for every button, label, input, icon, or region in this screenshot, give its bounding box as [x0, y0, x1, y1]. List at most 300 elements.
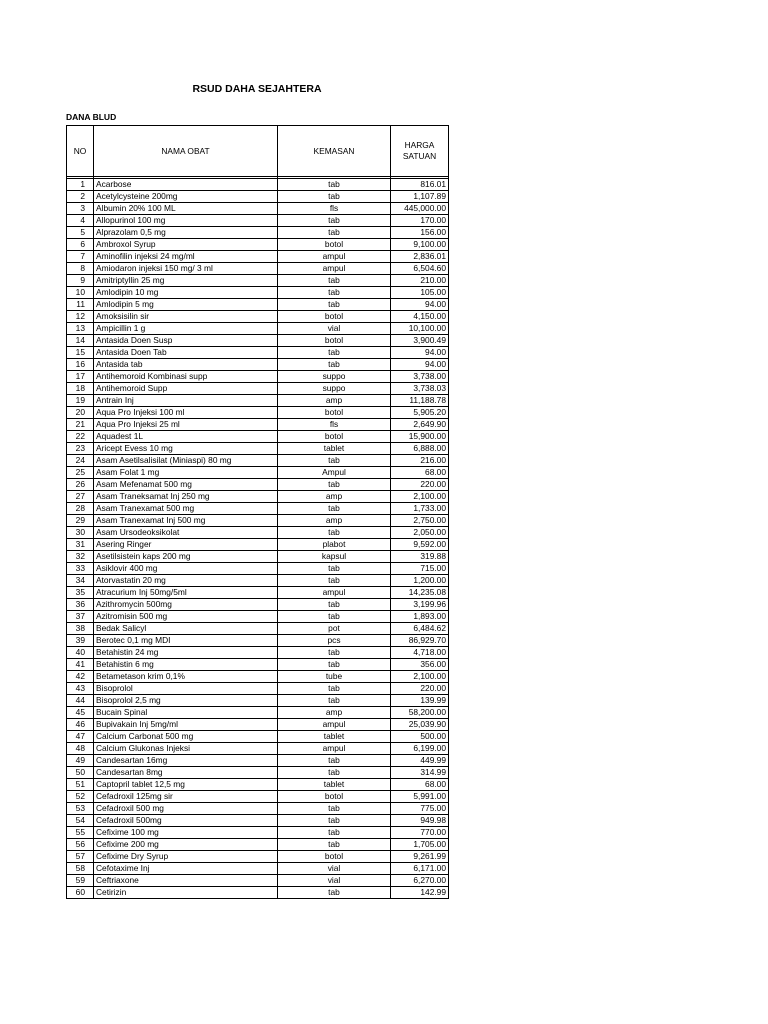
row-price: 3,199.96 — [391, 599, 449, 611]
row-price: 1,733.00 — [391, 503, 449, 515]
row-price: 314.99 — [391, 767, 449, 779]
row-name: Aminofilin injeksi 24 mg/ml — [94, 251, 278, 263]
row-no: 28 — [67, 503, 94, 515]
row-name: Asam Tranexamat 500 mg — [94, 503, 278, 515]
row-unit: vial — [278, 863, 391, 875]
row-unit: tab — [278, 839, 391, 851]
row-no: 7 — [67, 251, 94, 263]
row-unit: tab — [278, 695, 391, 707]
row-no: 3 — [67, 203, 94, 215]
row-no: 36 — [67, 599, 94, 611]
table-row — [67, 407, 449, 419]
table-row — [67, 179, 449, 191]
row-price: 2,100.00 — [391, 491, 449, 503]
table-row — [67, 887, 449, 899]
table-row — [67, 863, 449, 875]
row-unit: tab — [278, 803, 391, 815]
row-no: 51 — [67, 779, 94, 791]
row-name: Antasida Doen Tab — [94, 347, 278, 359]
row-price: 449.99 — [391, 755, 449, 767]
row-no: 10 — [67, 287, 94, 299]
table-row — [67, 599, 449, 611]
row-name: Ampicillin 1 g — [94, 323, 278, 335]
row-unit: tab — [278, 683, 391, 695]
row-name: Betametason krim 0,1% — [94, 671, 278, 683]
row-price: 949.98 — [391, 815, 449, 827]
header-name: NAMA OBAT — [94, 126, 278, 177]
table-row — [67, 851, 449, 863]
table-row — [67, 383, 449, 395]
row-no: 54 — [67, 815, 94, 827]
row-price: 816.01 — [391, 179, 449, 191]
row-unit: tab — [278, 659, 391, 671]
table-row — [67, 755, 449, 767]
table-row — [67, 611, 449, 623]
table-row — [67, 551, 449, 563]
row-no: 27 — [67, 491, 94, 503]
row-unit: suppo — [278, 383, 391, 395]
row-price: 94.00 — [391, 299, 449, 311]
row-name: Aqua Pro Injeksi 25 ml — [94, 419, 278, 431]
row-no: 46 — [67, 719, 94, 731]
row-price: 2,050.00 — [391, 527, 449, 539]
row-price: 6,199.00 — [391, 743, 449, 755]
row-price: 3,738.00 — [391, 371, 449, 383]
row-unit: tab — [278, 227, 391, 239]
row-unit: tab — [278, 563, 391, 575]
header-price-line1: HARGA — [404, 140, 435, 150]
row-no: 56 — [67, 839, 94, 851]
row-unit: Ampul — [278, 467, 391, 479]
row-name: Cefadroxil 500mg — [94, 815, 278, 827]
row-no: 11 — [67, 299, 94, 311]
row-name: Calcium Glukonas Injeksi — [94, 743, 278, 755]
row-price: 1,200.00 — [391, 575, 449, 587]
row-name: Asam Mefenamat 500 mg — [94, 479, 278, 491]
table-row — [67, 683, 449, 695]
row-no: 41 — [67, 659, 94, 671]
row-unit: botol — [278, 791, 391, 803]
row-unit: tab — [278, 191, 391, 203]
row-name: Antrain Inj — [94, 395, 278, 407]
row-name: Acarbose — [94, 179, 278, 191]
row-unit: tablet — [278, 443, 391, 455]
row-price: 5,991.00 — [391, 791, 449, 803]
row-price: 775.00 — [391, 803, 449, 815]
table-row — [67, 359, 449, 371]
row-unit: ampul — [278, 743, 391, 755]
table-row — [67, 503, 449, 515]
row-price: 9,261.99 — [391, 851, 449, 863]
row-unit: tab — [278, 827, 391, 839]
row-unit: amp — [278, 707, 391, 719]
table-row — [67, 455, 449, 467]
row-unit: botol — [278, 335, 391, 347]
row-price: 319.88 — [391, 551, 449, 563]
row-no: 15 — [67, 347, 94, 359]
row-name: Betahistin 6 mg — [94, 659, 278, 671]
table-row — [67, 215, 449, 227]
row-name: Alprazolam 0,5 mg — [94, 227, 278, 239]
row-no: 34 — [67, 575, 94, 587]
row-name: Antihemoroid Supp — [94, 383, 278, 395]
row-price: 68.00 — [391, 467, 449, 479]
row-name: Bupivakain Inj 5mg/ml — [94, 719, 278, 731]
row-name: Asam Traneksamat Inj 250 mg — [94, 491, 278, 503]
row-name: Asering Ringer — [94, 539, 278, 551]
medicine-table — [66, 125, 449, 899]
row-no: 32 — [67, 551, 94, 563]
row-name: Azithromycin 500mg — [94, 599, 278, 611]
row-unit: kapsul — [278, 551, 391, 563]
row-price: 770.00 — [391, 827, 449, 839]
row-unit: fls — [278, 419, 391, 431]
row-name: Allopurinol 100 mg — [94, 215, 278, 227]
row-no: 42 — [67, 671, 94, 683]
row-name: Aricept Evess 10 mg — [94, 443, 278, 455]
row-name: Captopril tablet 12,5 mg — [94, 779, 278, 791]
row-name: Amitriptyllin 25 mg — [94, 275, 278, 287]
row-unit: vial — [278, 875, 391, 887]
table-row — [67, 671, 449, 683]
table-row — [67, 239, 449, 251]
row-price: 220.00 — [391, 683, 449, 695]
row-name: Aquadest 1L — [94, 431, 278, 443]
row-price: 5,905.20 — [391, 407, 449, 419]
row-unit: botol — [278, 239, 391, 251]
row-unit: pcs — [278, 635, 391, 647]
row-price: 4,150.00 — [391, 311, 449, 323]
row-no: 14 — [67, 335, 94, 347]
row-price: 86,929.70 — [391, 635, 449, 647]
table-row — [67, 395, 449, 407]
table-row — [67, 719, 449, 731]
row-price: 6,504.60 — [391, 263, 449, 275]
row-unit: tab — [278, 527, 391, 539]
row-price: 9,100.00 — [391, 239, 449, 251]
row-no: 22 — [67, 431, 94, 443]
row-price: 105.00 — [391, 287, 449, 299]
row-no: 20 — [67, 407, 94, 419]
hospital-name: RSUD DAHA SEJAHTERA — [192, 83, 322, 95]
row-unit: tab — [278, 455, 391, 467]
row-no: 44 — [67, 695, 94, 707]
row-name: Candesartan 16mg — [94, 755, 278, 767]
table-row — [67, 227, 449, 239]
table-row — [67, 299, 449, 311]
row-name: Cefotaxime Inj — [94, 863, 278, 875]
table-row — [67, 191, 449, 203]
row-unit: vial — [278, 323, 391, 335]
row-name: Bucain Spinal — [94, 707, 278, 719]
row-name: Cetirizin — [94, 887, 278, 899]
row-price: 94.00 — [391, 347, 449, 359]
header-price-line2: SATUAN — [402, 151, 437, 161]
row-no: 12 — [67, 311, 94, 323]
row-price: 2,836.01 — [391, 251, 449, 263]
table-row — [67, 779, 449, 791]
row-no: 16 — [67, 359, 94, 371]
row-no: 47 — [67, 731, 94, 743]
header-price — [391, 126, 449, 177]
table-header — [67, 126, 449, 177]
row-price: 94.00 — [391, 359, 449, 371]
row-name: Betahistin 24 mg — [94, 647, 278, 659]
row-unit: tube — [278, 671, 391, 683]
row-price: 3,900.49 — [391, 335, 449, 347]
row-no: 33 — [67, 563, 94, 575]
table-body — [67, 177, 449, 899]
row-no: 59 — [67, 875, 94, 887]
row-unit: tab — [278, 647, 391, 659]
row-no: 37 — [67, 611, 94, 623]
table-row — [67, 467, 449, 479]
table-row — [67, 263, 449, 275]
row-price: 6,484.62 — [391, 623, 449, 635]
table-row — [67, 431, 449, 443]
row-no: 5 — [67, 227, 94, 239]
row-price: 58,200.00 — [391, 707, 449, 719]
row-price: 2,649.90 — [391, 419, 449, 431]
row-no: 6 — [67, 239, 94, 251]
table-row — [67, 335, 449, 347]
row-name: Ambroxol Syrup — [94, 239, 278, 251]
row-no: 4 — [67, 215, 94, 227]
row-price: 2,750.00 — [391, 515, 449, 527]
row-unit: plabot — [278, 539, 391, 551]
row-price: 715.00 — [391, 563, 449, 575]
table-row — [67, 815, 449, 827]
row-unit: ampul — [278, 251, 391, 263]
row-unit: tab — [278, 611, 391, 623]
table-row — [67, 563, 449, 575]
row-unit: botol — [278, 407, 391, 419]
row-unit: tab — [278, 503, 391, 515]
row-name: Berotec 0,1 mg MDI — [94, 635, 278, 647]
row-unit: tab — [278, 575, 391, 587]
fund-label: DANA BLUD — [66, 112, 117, 122]
row-unit: ampul — [278, 719, 391, 731]
row-no: 52 — [67, 791, 94, 803]
row-no: 57 — [67, 851, 94, 863]
row-price: 25,039.90 — [391, 719, 449, 731]
row-unit: tab — [278, 359, 391, 371]
table-row — [67, 527, 449, 539]
row-name: Antihemoroid Kombinasi supp — [94, 371, 278, 383]
row-price: 356.00 — [391, 659, 449, 671]
row-no: 53 — [67, 803, 94, 815]
row-name: Acetylcysteine 200mg — [94, 191, 278, 203]
table-row — [67, 575, 449, 587]
row-no: 23 — [67, 443, 94, 455]
row-price: 170.00 — [391, 215, 449, 227]
row-unit: tab — [278, 887, 391, 899]
row-unit: tab — [278, 299, 391, 311]
row-name: Candesartan 8mg — [94, 767, 278, 779]
row-name: Azitromisin 500 mg — [94, 611, 278, 623]
row-unit: tab — [278, 179, 391, 191]
row-unit: tab — [278, 767, 391, 779]
row-unit: tablet — [278, 731, 391, 743]
row-price: 6,171.00 — [391, 863, 449, 875]
row-name: Bedak Salicyl — [94, 623, 278, 635]
row-no: 17 — [67, 371, 94, 383]
row-price: 142.99 — [391, 887, 449, 899]
row-name: Ceftriaxone — [94, 875, 278, 887]
table-row — [67, 491, 449, 503]
row-name: Aqua Pro Injeksi 100 ml — [94, 407, 278, 419]
table-row — [67, 647, 449, 659]
row-no: 45 — [67, 707, 94, 719]
table-row — [67, 419, 449, 431]
row-unit: ampul — [278, 587, 391, 599]
table-row — [67, 827, 449, 839]
row-no: 58 — [67, 863, 94, 875]
row-name: Bisoprolol 2,5 mg — [94, 695, 278, 707]
row-price: 4,718.00 — [391, 647, 449, 659]
row-price: 210.00 — [391, 275, 449, 287]
row-name: Atorvastatin 20 mg — [94, 575, 278, 587]
row-no: 9 — [67, 275, 94, 287]
row-no: 50 — [67, 767, 94, 779]
table-row — [67, 587, 449, 599]
table-row — [67, 443, 449, 455]
row-name: Bisoprolol — [94, 683, 278, 695]
table-row — [67, 767, 449, 779]
row-no: 48 — [67, 743, 94, 755]
row-price: 3,738.03 — [391, 383, 449, 395]
row-unit: suppo — [278, 371, 391, 383]
row-no: 26 — [67, 479, 94, 491]
row-price: 68.00 — [391, 779, 449, 791]
row-no: 60 — [67, 887, 94, 899]
row-name: Asam Ursodeoksikolat — [94, 527, 278, 539]
header-no: NO — [67, 126, 94, 177]
row-name: Albumin 20% 100 ML — [94, 203, 278, 215]
row-no: 24 — [67, 455, 94, 467]
row-price: 1,705.00 — [391, 839, 449, 851]
table-row — [67, 875, 449, 887]
row-price: 15,900.00 — [391, 431, 449, 443]
row-name: Cefixime 100 mg — [94, 827, 278, 839]
row-name: Cefadroxil 125mg sir — [94, 791, 278, 803]
table-row — [67, 731, 449, 743]
row-unit: tab — [278, 215, 391, 227]
row-no: 8 — [67, 263, 94, 275]
row-unit: amp — [278, 395, 391, 407]
row-name: Antasida tab — [94, 359, 278, 371]
row-unit: tab — [278, 275, 391, 287]
table-row — [67, 707, 449, 719]
row-no: 43 — [67, 683, 94, 695]
table-row — [67, 839, 449, 851]
row-name: Amiodaron injeksi 150 mg/ 3 ml — [94, 263, 278, 275]
row-price: 156.00 — [391, 227, 449, 239]
row-price: 139.99 — [391, 695, 449, 707]
row-price: 220.00 — [391, 479, 449, 491]
row-no: 35 — [67, 587, 94, 599]
table-row — [67, 695, 449, 707]
table-row — [67, 803, 449, 815]
row-name: Cefadroxil 500 mg — [94, 803, 278, 815]
table-row — [67, 659, 449, 671]
table-row — [67, 203, 449, 215]
row-no: 18 — [67, 383, 94, 395]
table-row — [67, 515, 449, 527]
row-name: Calcium Carbonat 500 mg — [94, 731, 278, 743]
row-unit: botol — [278, 431, 391, 443]
row-no: 13 — [67, 323, 94, 335]
row-unit: tablet — [278, 779, 391, 791]
row-no: 49 — [67, 755, 94, 767]
row-name: Cefixime 200 mg — [94, 839, 278, 851]
row-price: 1,107.89 — [391, 191, 449, 203]
row-name: Antasida Doen Susp — [94, 335, 278, 347]
table-row — [67, 791, 449, 803]
row-unit: tab — [278, 755, 391, 767]
header-unit: KEMASAN — [278, 126, 391, 177]
row-no: 38 — [67, 623, 94, 635]
row-price: 9,592.00 — [391, 539, 449, 551]
row-no: 29 — [67, 515, 94, 527]
table-row — [67, 323, 449, 335]
table-row — [67, 635, 449, 647]
row-name: Amoksisilin sir — [94, 311, 278, 323]
row-unit: tab — [278, 815, 391, 827]
row-price: 1,893.00 — [391, 611, 449, 623]
row-name: Asiklovir 400 mg — [94, 563, 278, 575]
row-unit: tab — [278, 599, 391, 611]
row-price: 445,000.00 — [391, 203, 449, 215]
row-name: Amlodipin 5 mg — [94, 299, 278, 311]
row-no: 39 — [67, 635, 94, 647]
table-row — [67, 275, 449, 287]
row-name: Cefixime Dry Syrup — [94, 851, 278, 863]
row-no: 1 — [67, 179, 94, 191]
row-no: 31 — [67, 539, 94, 551]
row-no: 21 — [67, 419, 94, 431]
table-row — [67, 743, 449, 755]
row-price: 2,100.00 — [391, 671, 449, 683]
row-price: 500.00 — [391, 731, 449, 743]
row-name: Amlodipin 10 mg — [94, 287, 278, 299]
row-unit: amp — [278, 515, 391, 527]
row-unit: tab — [278, 287, 391, 299]
row-unit: botol — [278, 851, 391, 863]
row-unit: pot — [278, 623, 391, 635]
row-unit: tab — [278, 347, 391, 359]
row-no: 40 — [67, 647, 94, 659]
row-no: 19 — [67, 395, 94, 407]
table-row — [67, 371, 449, 383]
row-unit: fls — [278, 203, 391, 215]
row-price: 10,100.00 — [391, 323, 449, 335]
row-unit: amp — [278, 491, 391, 503]
table-row — [67, 623, 449, 635]
row-name: Asam Folat 1 mg — [94, 467, 278, 479]
row-name: Asam Tranexamat Inj 500 mg — [94, 515, 278, 527]
row-name: Atracurium Inj 50mg/5ml — [94, 587, 278, 599]
row-price: 216.00 — [391, 455, 449, 467]
row-no: 2 — [67, 191, 94, 203]
row-price: 11,188.78 — [391, 395, 449, 407]
row-unit: tab — [278, 479, 391, 491]
table-row — [67, 539, 449, 551]
row-unit: ampul — [278, 263, 391, 275]
row-unit: botol — [278, 311, 391, 323]
row-name: Asam Asetilsalisilat (Miniaspi) 80 mg — [94, 455, 278, 467]
table-row — [67, 251, 449, 263]
